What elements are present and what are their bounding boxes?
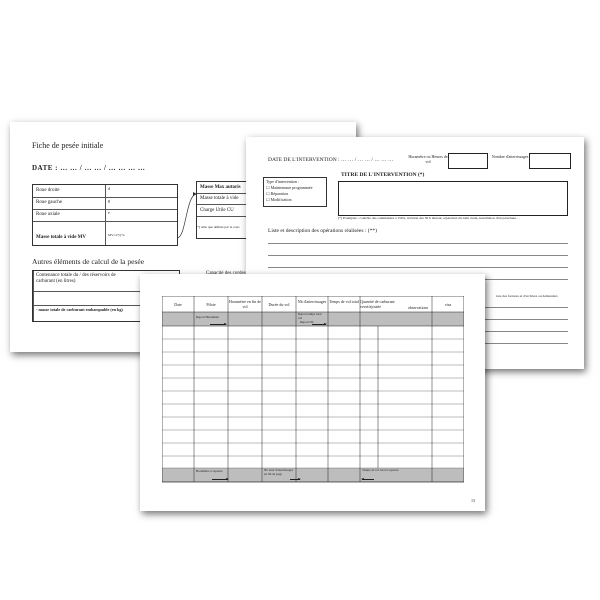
col-atterrissages: Nb d'atterrissages (297, 299, 327, 304)
capacity-label: Contenance totale du / des réservoirs de carburant (en litres) (36, 273, 116, 284)
bottom-nb-note: Nb total d'atterrissages en fin de page (264, 468, 294, 476)
fuel-mass-label: - masse totale de carburant embarquable (en kg) (36, 307, 123, 312)
landings-label: Nombre d'atterrissages (491, 154, 529, 159)
row-label: Roue droite (36, 188, 60, 193)
col-carburant: Quantité de carburant versé/ajoutée (360, 299, 395, 309)
report-horameter-note: Report Horamètre (196, 315, 220, 319)
mv-label: Masse totale à vide MV (36, 235, 86, 240)
arrow-icon (312, 324, 326, 325)
row-label: Roue axiale (36, 212, 60, 217)
row-value: d (108, 186, 110, 191)
col-pilote: Pilote (206, 302, 216, 307)
type-title: Type d'intervention : (266, 179, 300, 184)
report-time-note: Report temps total vol (298, 312, 322, 320)
horameter-box (448, 153, 488, 169)
arrow-icon (362, 479, 374, 480)
row-label: Roue gauche (36, 200, 62, 205)
col-horametre: Horamètre en fin de vol (228, 299, 262, 309)
examples-footnote: (*) Exemples : contrôle des commandes à 150 h, révision des 50 h moteur, réparation du train avant, installation d'un parachute… (338, 216, 520, 220)
intervention-title-label: TITRE DE L'INTERVENTION (*) (341, 172, 425, 178)
max-mass-label: Masse Max autoris (200, 185, 241, 190)
type-option: ☐ Réparation (266, 191, 289, 196)
operations-label: Liste et description des opérations réalisées : (**) (268, 228, 377, 234)
col-duree: Durée du vol (268, 302, 290, 307)
col-visa: visa (444, 302, 452, 307)
landings-box (529, 153, 571, 169)
report-nb-note: Report Nb (300, 320, 314, 324)
payload-label: Charge Utile CU (200, 208, 234, 213)
intervention-type-box (263, 177, 327, 207)
col-date: Date (174, 302, 182, 307)
intervention-date: DATE DE L'INTERVENTION : … … / … … / … … … (268, 157, 394, 163)
bottom-horameter-note: Horamètre à reporter (196, 469, 223, 473)
arrow-icon (290, 479, 300, 480)
col-temps-total: Temps de vol total (329, 299, 359, 304)
section-heading: Autres éléments de calcul de la pesée (32, 257, 145, 266)
date-field: DATE : … … / … … / … … … … (32, 164, 146, 172)
col-observations: observations (407, 305, 429, 310)
arrow-icon (212, 479, 228, 480)
type-option: ☐ Maintenance programmée (266, 185, 313, 190)
wheel-weights-table (32, 184, 178, 246)
horameter-label: Horamètre ou Heures de vol (408, 154, 448, 164)
bottom-time-note: Temps de vol total à reporter (362, 468, 399, 472)
mv-formula: MV=d+g+e (108, 233, 125, 237)
sheet-title: Fiche de pesée initiale (32, 141, 104, 150)
page-number: 13 (471, 498, 475, 503)
type-option: ☐ Modification (266, 197, 292, 202)
flight-log-sheet (140, 274, 485, 511)
flight-log-grid (162, 296, 464, 490)
row-value: g (108, 198, 110, 203)
intervention-title-box (338, 181, 568, 216)
footnote: (*) telle que définie par le cons (196, 225, 240, 229)
connector-arrow (176, 190, 198, 240)
row-value: e (108, 210, 110, 215)
arrow-icon (210, 324, 226, 325)
archive-note: ture des factures et d'archives ou demanders (496, 294, 558, 298)
empty-mass-label: Masse totale à vide (200, 196, 239, 201)
